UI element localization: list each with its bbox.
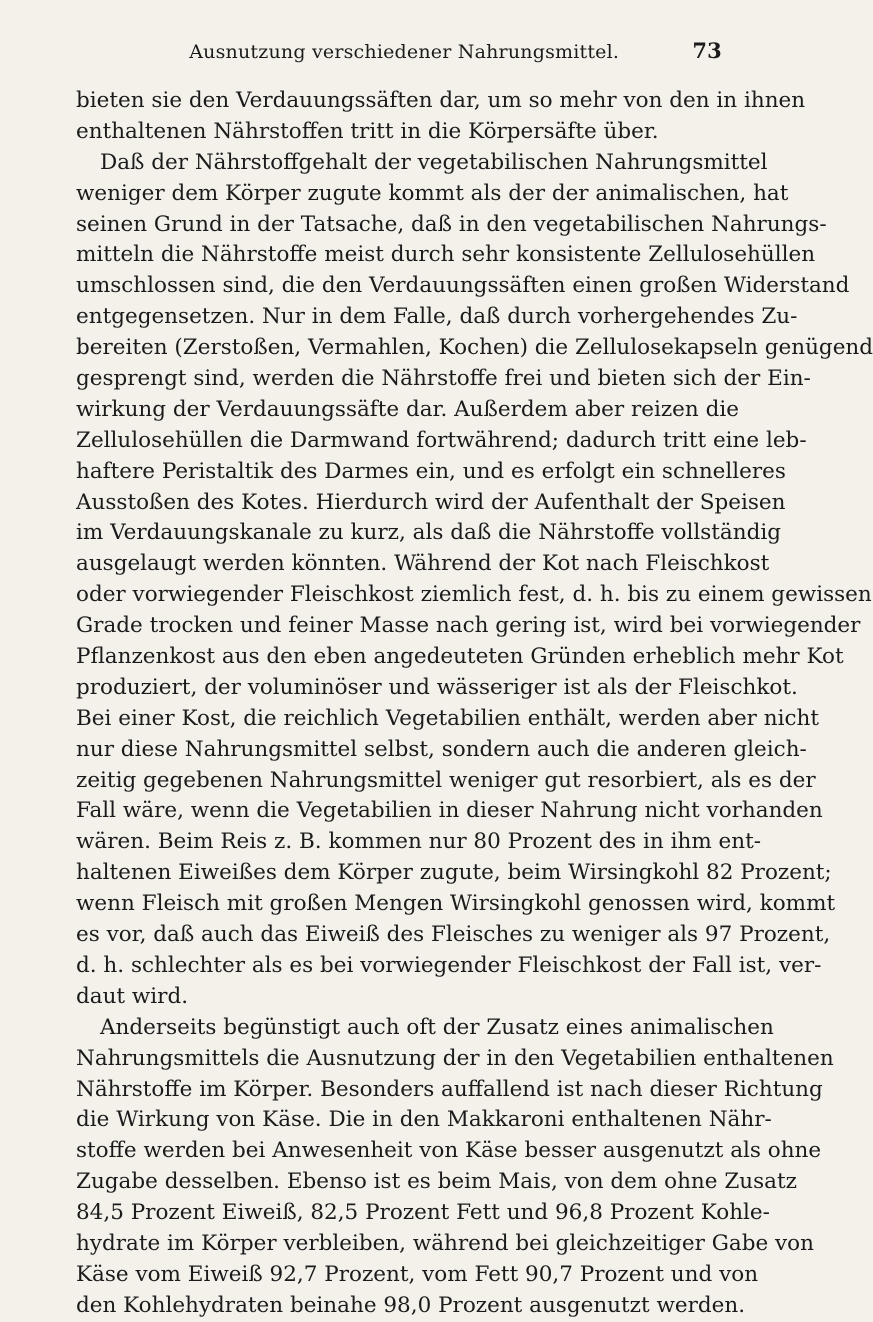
text-line: umschlossen sind, die den Verdauungssäften einen großen Widerstand: [76, 273, 850, 299]
text-line: ausgelaugt werden könnten. Während der Kot nach Fleischkost: [76, 551, 770, 577]
text-line: mitteln die Nährstoffe meist durch sehr konsistente Zellulosehüllen: [76, 242, 816, 268]
text-line: enthaltenen Nährstoffen tritt in die Körpersäfte über.: [76, 118, 659, 144]
text-line: Fall wäre, wenn die Vegetabilien in dieser Nahrung nicht vorhanden: [76, 798, 823, 824]
text-line: zeitig gegebenen Nahrungsmittel weniger gut resorbiert, als es der: [76, 767, 816, 793]
text-line: haftere Peristaltik des Darmes ein, und es erfolgt ein schnelleres: [76, 458, 786, 484]
text-line: daut wird.: [76, 983, 189, 1009]
text-line: seinen Grund in der Tatsache, daß in den vegetabilischen Nahrungs-: [76, 211, 827, 237]
text-line: Zellulosehüllen die Darmwand fortwährend; dadurch tritt eine leb-: [76, 427, 807, 453]
text-line: d. h. schlechter als es bei vorwiegender Fleischkost der Fall ist, ver-: [76, 952, 822, 978]
text-line: den Kohlehydraten beinahe 98,0 Prozent ausgenutzt werden.: [76, 1292, 746, 1318]
text-line: oder vorwiegender Fleischkost ziemlich fest, d. h. bis zu einem gewissen: [76, 582, 872, 608]
text-line: wirkung der Verdauungssäfte dar. Außerdem aber reizen die: [76, 396, 739, 422]
text-line: Käse vom Eiweiß 92,7 Prozent, vom Fett 90,7 Prozent und von: [76, 1261, 759, 1287]
text-line: es vor, daß auch das Eiweiß des Fleisches zu weniger als 97 Prozent,: [76, 922, 831, 948]
text-line: nur diese Nahrungsmittel selbst, sondern auch die anderen gleich-: [76, 736, 807, 762]
text-line: haltenen Eiweißes dem Körper zugute, beim Wirsingkohl 82 Prozent;: [76, 860, 832, 886]
text-line: Anderseits begünstigt auch oft der Zusatz eines animalischen: [100, 1014, 774, 1040]
text-line: Bei einer Kost, die reichlich Vegetabilien enthält, werden aber nicht: [76, 705, 820, 731]
text-line: Zugabe desselben. Ebenso ist es beim Mais, von dem ohne Zusatz: [76, 1169, 797, 1195]
text-line: hydrate im Körper verbleiben, während bei gleichzeitiger Gabe von: [76, 1230, 814, 1256]
text-line: im Verdauungskanale zu kurz, als daß die Nährstoffe vollständig: [76, 520, 781, 546]
page-number: 73: [692, 38, 722, 63]
text-line: Daß der Nährstoffgehalt der vegetabilischen Nahrungsmittel: [100, 149, 768, 175]
text-line: entgegensetzen. Nur in dem Falle, daß durch vorhergehendes Zu-: [76, 304, 798, 330]
text-line: wenn Fleisch mit großen Mengen Wirsingkohl genossen wird, kommt: [76, 891, 836, 917]
text-line: weniger dem Körper zugute kommt als der der animalischen, hat: [76, 180, 789, 206]
body-text: [76, 86, 873, 1322]
text-line: wären. Beim Reis z. B. kommen nur 80 Prozent des in ihm ent-: [76, 829, 762, 855]
text-line: bieten sie den Verdauungssäften dar, um so mehr von den in ihnen: [76, 88, 806, 113]
text-line: 84,5 Prozent Eiweiß, 82,5 Prozent Fett und 96,8 Prozent Kohle-: [76, 1200, 770, 1226]
text-line: Pflanzenkost aus den eben angedeuteten Gründen erheblich mehr Kot: [76, 644, 844, 670]
running-head: [76, 38, 722, 72]
running-title: Ausnutzung verschiedener Nahrungsmittel.: [189, 41, 620, 63]
text-line: stoffe werden bei Anwesenheit von Käse besser ausgenutzt als ohne: [76, 1138, 822, 1164]
text-line: bereiten (Zerstoßen, Vermahlen, Kochen) die Zellulosekapseln genügend: [76, 335, 873, 361]
text-line: Grade trocken und feiner Masse nach gering ist, wird bei vorwiegender: [76, 613, 861, 639]
text-line: Nährstoffe im Körper. Besonders auffallend ist nach dieser Richtung: [76, 1076, 823, 1102]
text-line: Ausstoßen des Kotes. Hierdurch wird der Aufenthalt der Speisen: [76, 489, 786, 515]
text-line: gesprengt sind, werden die Nährstoffe frei und bieten sich der Ein-: [76, 366, 811, 392]
text-line: die Wirkung von Käse. Die in den Makkaroni enthaltenen Nähr-: [76, 1107, 772, 1133]
text-line: produziert, der voluminöser und wässeriger ist als der Fleischkot.: [76, 674, 798, 700]
text-line: Nahrungsmittels die Ausnutzung der in den Vegetabilien enthaltenen: [76, 1045, 834, 1071]
